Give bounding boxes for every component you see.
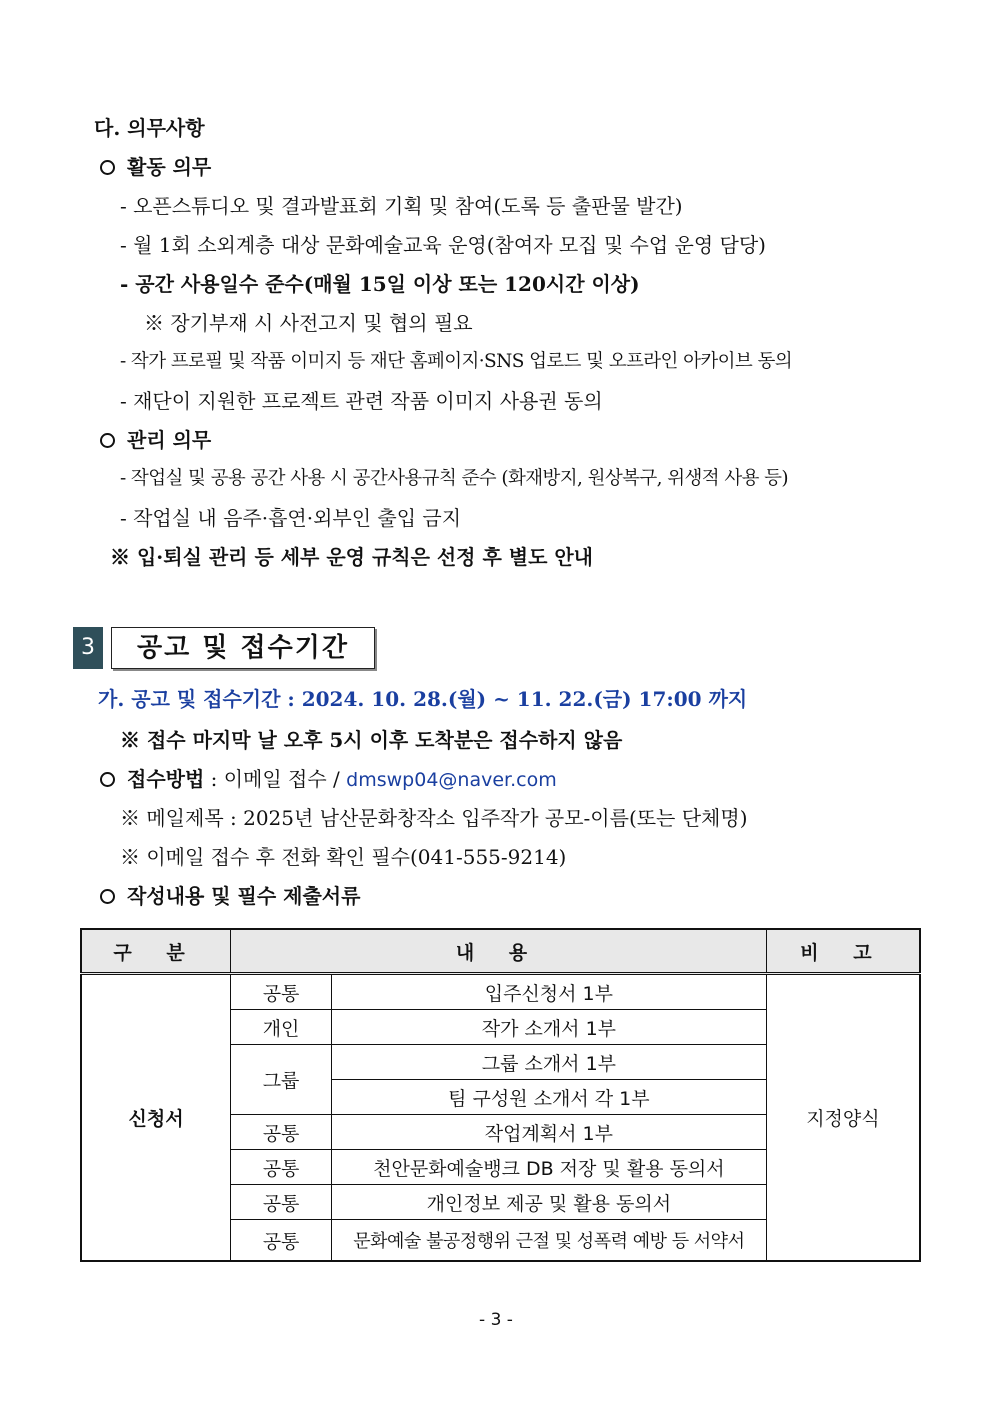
- list-item: - 재단이 지원한 프로젝트 관련 작품 이미지 사용권 동의: [120, 389, 603, 413]
- period-note: ※ 접수 마지막 날 오후 5시 이후 도착분은 접수하지 않음: [120, 728, 623, 752]
- type-cell: 공통: [231, 1115, 332, 1150]
- content-cell: 그룹 소개서 1부: [331, 1045, 766, 1080]
- submission-method: 접수방법 : 이메일 접수 / dmswp04@naver.com: [100, 766, 557, 793]
- content-cell: 문화예술 불공정행위 근절 및 성폭력 예방 등 서약서: [331, 1220, 766, 1262]
- page-number: - 3 -: [479, 1310, 513, 1330]
- list-item: - 오픈스튜디오 및 결과발표회 기획 및 참여(도록 등 출판물 발간): [120, 194, 683, 218]
- email-link[interactable]: dmswp04@naver.com: [346, 769, 557, 791]
- type-cell: 개인: [231, 1010, 332, 1045]
- activity-duty-title: 활동 의무: [100, 154, 211, 180]
- remark-cell: 지정양식: [766, 974, 920, 1262]
- type-cell: 공통: [231, 1185, 332, 1220]
- required-documents-table: [80, 928, 921, 1262]
- section-title: 공고 및 접수기간: [111, 627, 375, 669]
- list-item: - 공간 사용일수 준수(매월 15일 이상 또는 120시간 이상): [120, 272, 640, 296]
- content-cell: 입주신청서 1부: [331, 974, 766, 1010]
- circle-bullet-icon: [100, 889, 115, 904]
- mail-subject-note: ※ 메일제목 : 2025년 남산문화창작소 입주작가 공모-이름(또는 단체명): [120, 806, 748, 830]
- phone-note: ※ 이메일 접수 후 전화 확인 필수(041-555-9214): [120, 845, 567, 869]
- section-heading: 다. 의무사항: [94, 116, 205, 140]
- header-remark: 비 고: [766, 929, 920, 974]
- content-cell: 작업계획서 1부: [331, 1115, 766, 1150]
- type-cell: 공통: [231, 1150, 332, 1185]
- management-duty-title: 관리 의무: [100, 427, 211, 453]
- list-item: - 작업실 내 음주·흡연·외부인 출입 금지: [120, 506, 462, 530]
- section-number: 3: [73, 627, 103, 669]
- list-item: - 작업실 및 공용 공간 사용 시 공간사용규칙 준수 (화재방지, 원상복구, 위생적 사용 등): [120, 468, 789, 489]
- circle-bullet-icon: [100, 772, 115, 787]
- content-cell: 천안문화예술뱅크 DB 저장 및 활용 동의서: [331, 1150, 766, 1185]
- circle-bullet-icon: [100, 160, 115, 175]
- content-cell: 개인정보 제공 및 활용 동의서: [331, 1185, 766, 1220]
- submission-period: 가. 공고 및 접수기간 : 2024. 10. 28.(월) ~ 11. 22.(금) 17:00 까지: [98, 687, 748, 711]
- table-header-row: [81, 929, 920, 974]
- documents-title: 작성내용 및 필수 제출서류: [100, 883, 360, 909]
- category-cell: 신청서: [81, 974, 231, 1262]
- type-cell: 그룹: [231, 1045, 332, 1115]
- table-row: [81, 974, 920, 1010]
- list-item: - 월 1회 소외계층 대상 문화예술교육 운영(참여자 모집 및 수업 운영 담당): [120, 233, 766, 257]
- content-cell: 작가 소개서 1부: [331, 1010, 766, 1045]
- header-category: 구 분: [81, 929, 231, 974]
- header-content: 내 용: [231, 929, 767, 974]
- content-cell: 팀 구성원 소개서 각 1부: [331, 1080, 766, 1115]
- type-cell: 공통: [231, 1220, 332, 1262]
- list-item: - 작가 프로필 및 작품 이미지 등 재단 홈페이지·SNS 업로드 및 오프라인 아카이브 동의: [120, 351, 792, 372]
- operation-note: ※ 입·퇴실 관리 등 세부 운영 규칙은 선정 후 별도 안내: [110, 545, 593, 569]
- type-cell: 공통: [231, 974, 332, 1010]
- circle-bullet-icon: [100, 433, 115, 448]
- note: ※ 장기부재 시 사전고지 및 협의 필요: [144, 311, 473, 335]
